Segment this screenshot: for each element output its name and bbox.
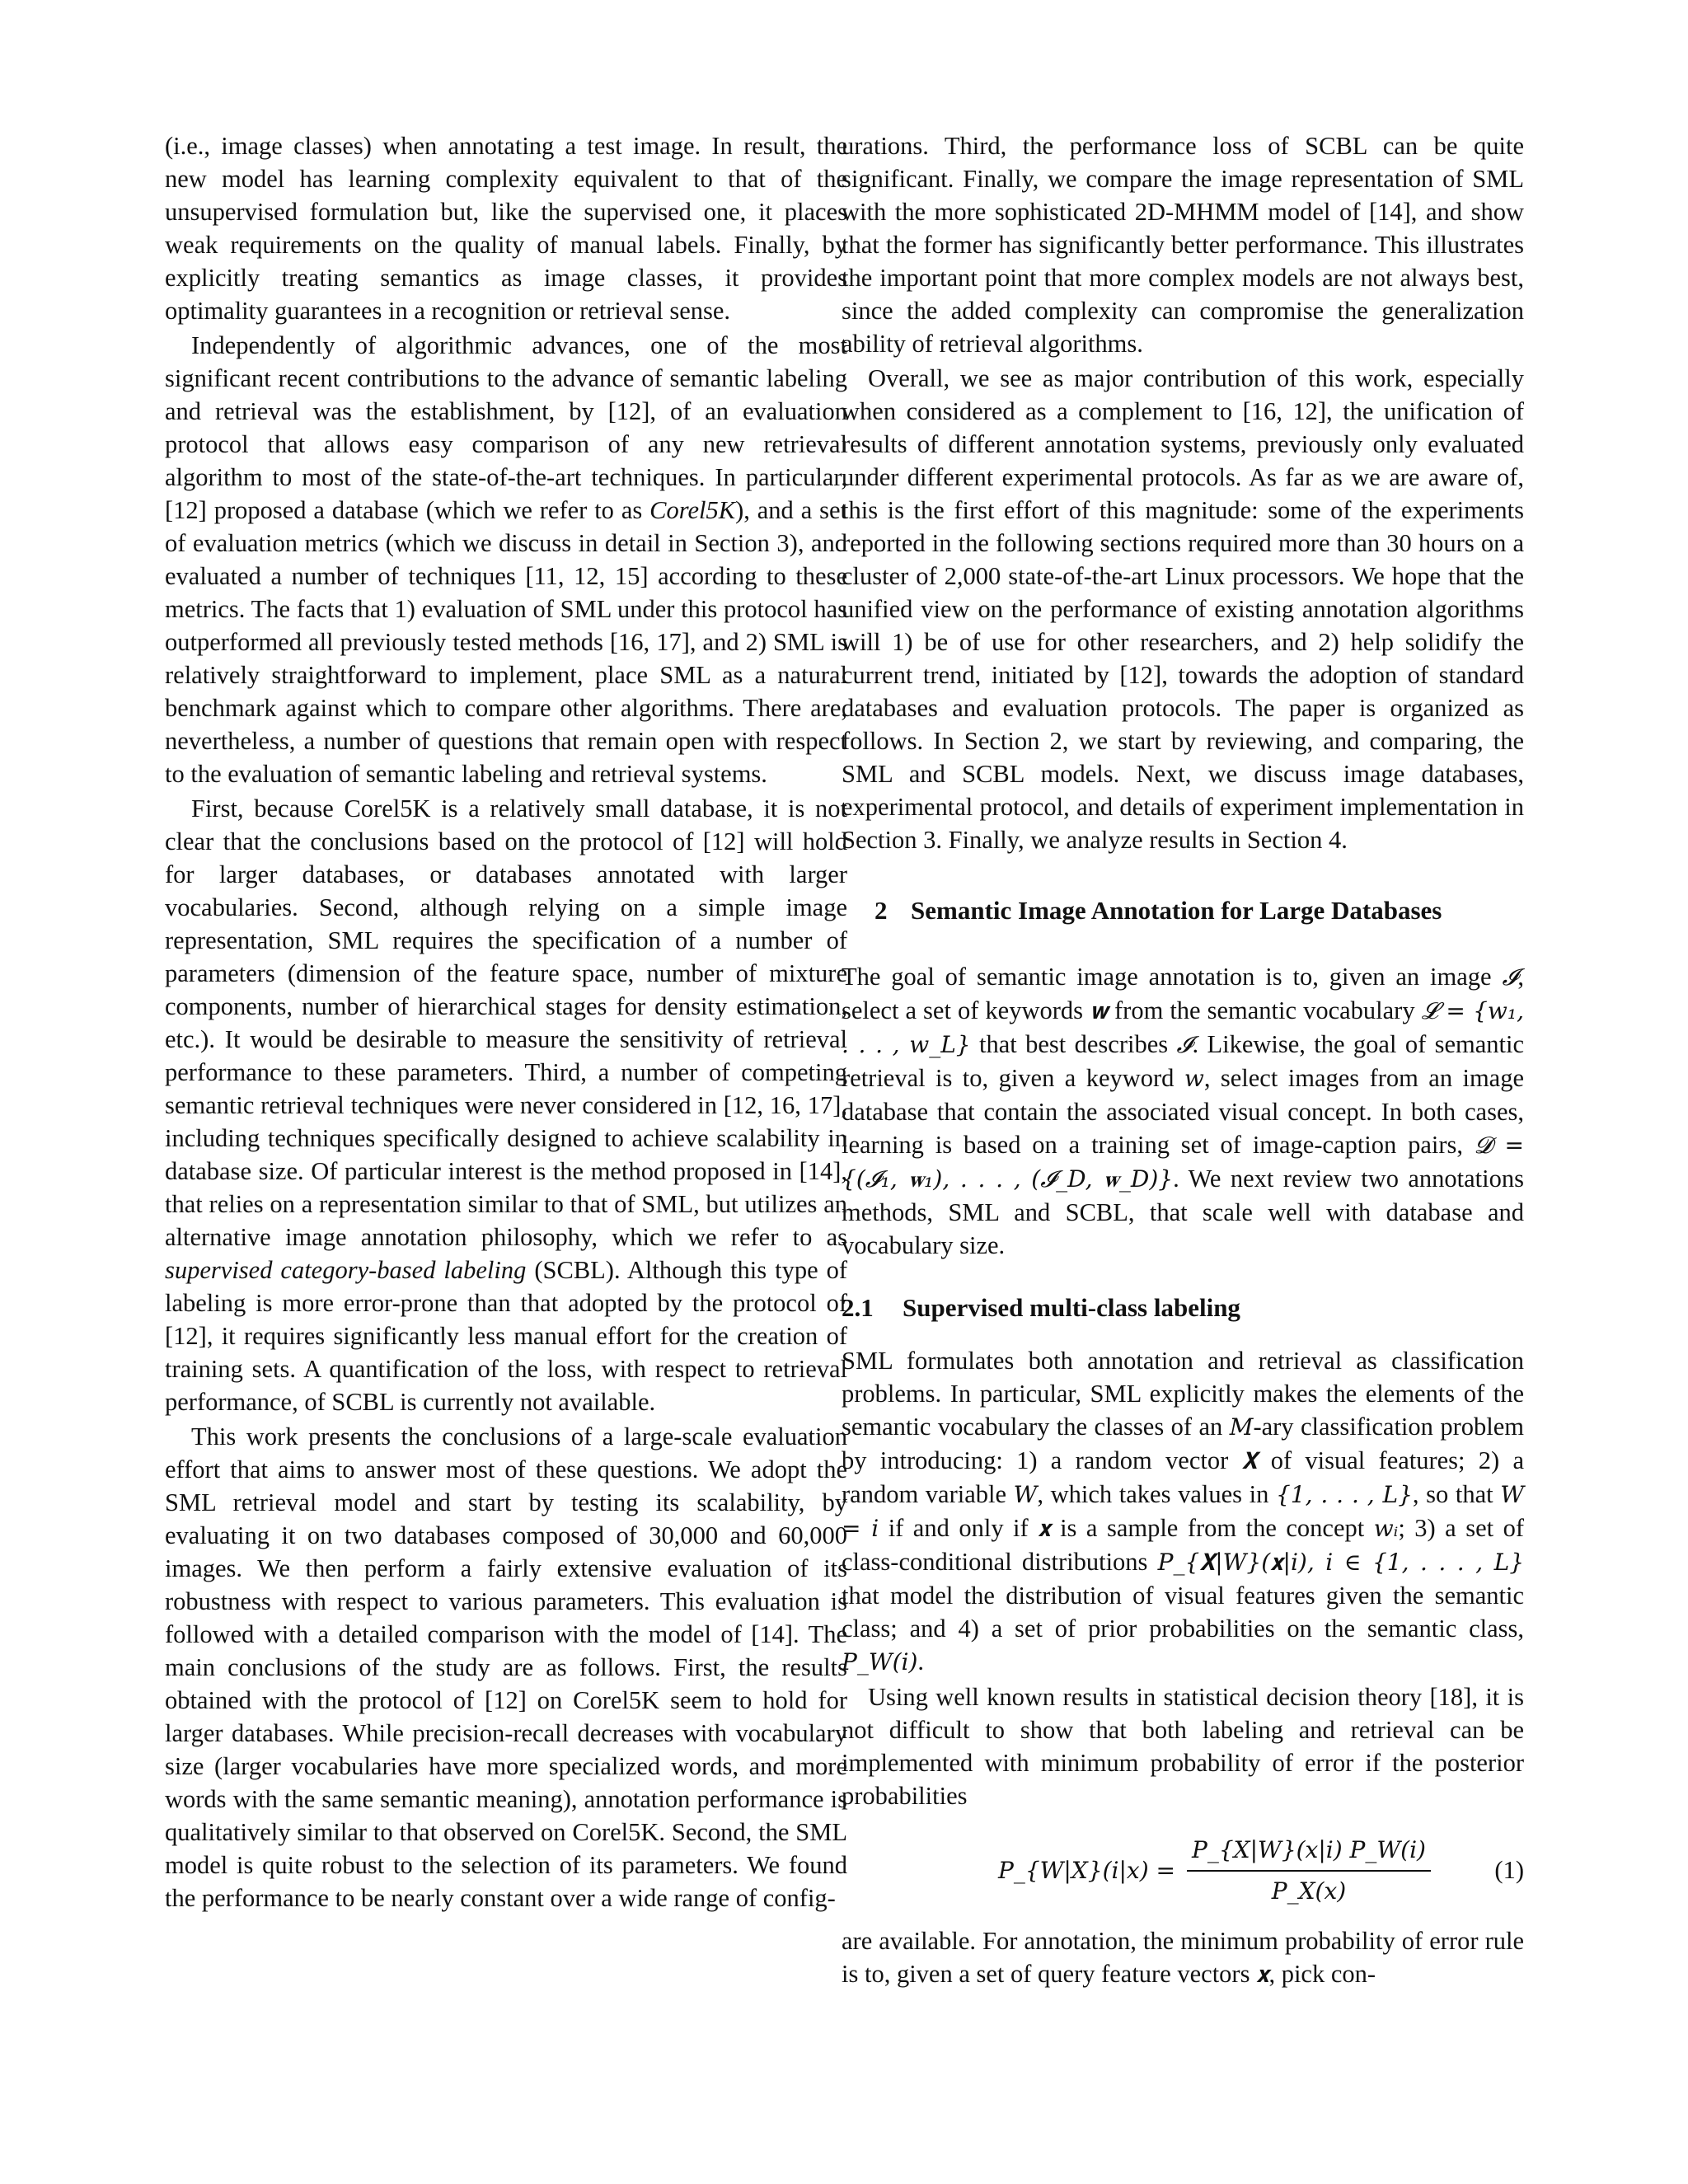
paragraph-text: that model the distribution of visual features given the semantic class; and 4) a set of prior probabilities on the semantic class, [842, 1582, 1524, 1643]
paragraph [842, 1924, 1524, 1991]
paragraph-text: from the semantic vocabulary [1114, 996, 1415, 1024]
equation-body [998, 1834, 1431, 1908]
paragraph-text: , which takes values in [1037, 1480, 1269, 1508]
math-symbol: 𝓘 [1176, 1031, 1193, 1058]
math-symbol: wᵢ [1373, 1515, 1399, 1542]
math-symbol: 𝐗 [1241, 1447, 1258, 1474]
math-symbol: P_{𝐗|W}(𝐱|i), i ∈ {1, . . . , L} [1157, 1549, 1525, 1576]
emphasis-scbl: supervised category-based labeling [165, 1256, 527, 1284]
paragraph: Overall, we see as major contribution of this work, especially when considered as a complement to [16, 12], the unification of results of different annotation systems, previously only evaluated under different experimental protocols. As far as we are aware of, this is the first effort of this magnitude: some of the experiments reported in the following sections required more than 30 hours on a cluster of 2,000 state-of-the-art Linux processors. We hope that the unified view on the performance of existing annotation algorithms will 1) be of use for other researchers, and 2) help solidify the current trend, initiated by [12], towards the adoption of standard databases and evaluation protocols. The paper is organized as follows. In Section 2, we start by reviewing, and comparing, the SML and SCBL models. Next, we discuss image databases, experimental protocol, and details of experiment implementation in Section 3. Finally, we analyze results in Section 4. [842, 364, 1524, 854]
paragraph-text: The goal of semantic image annotation is to, given an image [842, 963, 1492, 991]
subsection-heading [842, 1291, 1524, 1324]
paragraph: urations. Third, the performance loss of SCBL can be quite significant. Finally, we compare the image representation of SML with the more sophisticated 2D-MHMM model of [14], and show that the former has significantly better performance. This illustrates the important point that more complex models are not always best, since the added complexity can compromise the generalization ability of retrieval algorithms. [842, 132, 1524, 358]
section-heading [842, 894, 1524, 927]
paragraph-text: are available. For annotation, the minimum probability of error rule is to, given a set of query feature vectors [842, 1927, 1524, 1988]
emphasis-corel5k: Corel5K [649, 496, 736, 524]
paragraph-text: if and only if [888, 1514, 1029, 1542]
math-symbol: {1, . . . , L} [1275, 1481, 1413, 1508]
paragraph: Using well known results in statistical decision theory [18], it is not difficult to show that both labeling and retrieval can be implemented with minimum probability of error if the posterior probabilities [842, 1683, 1524, 1810]
paragraph-text: that best describes [979, 1030, 1169, 1058]
paragraph-text: -ary classification problem by introducing: 1) a random vector [842, 1413, 1524, 1474]
math-symbol: 𝐰 [1090, 997, 1108, 1024]
paragraph [842, 1344, 1524, 1679]
equation-number: (1) [1494, 1856, 1524, 1884]
equation-fraction [1187, 1834, 1431, 1908]
math-symbol: P_W(i) [842, 1648, 918, 1675]
paragraph-text: . We next review two annotations methods, SML and SCBL, that scale well with database and vocabulary size. [842, 1165, 1524, 1259]
paragraph-text: , so that [1412, 1480, 1493, 1508]
paragraph: This work presents the conclusions of a large-scale evaluation effort that aims to answer most of these questions. We adopt the SML retrieval model and start by testing its scalability, by evaluating it on two databases composed of 30,000 and 60,000 images. We then perform a fairly extensive evaluation of its robustness with respect to various parameters. This evaluation is followed with a detailed comparison with the model of [14]. The main conclusions of the study are as follows. First, the results obtained with the protocol of [12] on Corel5K seem to hold for larger databases. While precision-recall decreases with vocabulary size (larger vocabularies have more specialized words, and more words with the same semantic meaning), annotation performance is qualitatively similar to that observed on Corel5K. Second, the SML model is quite robust to the selection of its parameters. We found the performance to be nearly constant over a wide range of config- [165, 1422, 847, 1912]
math-symbol: 𝓓 = {(𝓘₁, 𝐰₁), . . . , (𝓘_D, 𝐰_D)} [842, 1132, 1524, 1193]
paragraph-text: , select images from an image database that contain the associated visual concept. In both cases, learning is based on a training set of image-caption pairs, [842, 1064, 1525, 1159]
paragraph-text: , pick con- [1268, 1960, 1376, 1988]
math-symbol: 𝓛 = {w₁, . . . , w_L} [842, 997, 1525, 1058]
math-symbol: 𝐱 [1256, 1961, 1269, 1988]
paragraph-text: of visual features; 2) a random variable [842, 1446, 1525, 1508]
paragraph [165, 329, 847, 790]
paragraph-text: (SCBL). Although this type of labeling is more error-prone than that adopted by the protocol of [12], it requires significantly less manual effort for the creation of training sets. A quantification of the loss, with respect to retrieval performance, of SCBL is currently not available. [165, 1256, 848, 1416]
paragraph: (i.e., image classes) when annotating a test image. In result, the new model has learning complexity equivalent to that of the unsupervised formulation but, like the supervised one, it places weak requirements on the quality of manual labels. Finally, by explicitly treating semantics as image classes, it provides optimality guarantees in a recognition or retrieval sense. [165, 132, 847, 325]
paragraph-text: ; 3) a set of class-conditional distributions [842, 1514, 1524, 1576]
math-symbol: W [1013, 1481, 1038, 1508]
math-symbol: w [1184, 1065, 1204, 1092]
subsection-number: 2.1 [842, 1293, 874, 1322]
equation-1 [842, 1830, 1524, 1910]
math-symbol: W = i [842, 1481, 1525, 1542]
paragraph [842, 960, 1524, 1262]
paragraph-text: . Likewise, the goal of semantic retrieval is to, given a keyword [842, 1030, 1525, 1092]
equation-numerator: P_{X|W}(x|i) P_W(i) [1187, 1834, 1431, 1872]
equation-denominator: P_X(x) [1271, 1877, 1347, 1905]
paragraph-text: ), and a set of evaluation metrics (which we discuss in detail in Section 3), and evaluated a number of techniques [11, 12, 15] according to these metrics. The facts that 1) evaluation of SML under this protocol has outperformed all previously tested methods [16, 17], and 2) SML is relatively straightforward to implement, place SML as a natural benchmark against which to compare other algorithms. There are, nevertheless, a number of questions that remain open with respect to the evaluation of semantic labeling and retrieval systems. [165, 496, 848, 788]
math-symbol: 𝐱 [1038, 1515, 1051, 1542]
equation-lhs: P_{W|X}(i|x) = [998, 1857, 1176, 1884]
paragraph [165, 792, 847, 1418]
subsection-title: Supervised multi-class labeling [903, 1293, 1240, 1322]
section-title: Semantic Image Annotation for Large Databases [911, 896, 1442, 925]
paragraph-text: , select a set of keywords [842, 963, 1525, 1024]
section-number: 2 [874, 896, 888, 925]
paragraph-text: . [917, 1647, 925, 1675]
right-column [842, 129, 1524, 1991]
paragraph-text: SML formulates both annotation and retrieval as classification problems. In particular, SML explicitly makes the elements of the semantic vocabulary the classes of an [842, 1347, 1524, 1441]
paragraph-text: First, because Corel5K is a relatively small database, it is not clear that the conclusions based on the protocol of [12] will hold for larger databases, or databases annotated with larger vocabularies. Second, although relying on a simple image representation, SML requires the specification of a number of parameters (dimension of the feature space, number of mixture components, number of hierarchical stages for density estimation, etc.). It would be desirable to measure the sensitivity of retrieval performance to these parameters. Third, a number of competing semantic retrieval techniques were never considered in [12, 16, 17], including techniques specifically designed to achieve scalability in database size. Of particular interest is the method proposed in [14], that relies on a representation similar to that of SML, but utilizes an alternative image annotation philosophy, which we refer to as [165, 794, 847, 1251]
paragraph-text: Independently of algorithmic advances, one of the most significant recent contributions to the advance of semantic labeling and retrieval was the establishment, by [12], of an evaluation protocol that allows easy comparison of any new retrieval algorithm to most of the state-of-the-art techniques. In particular, [12] proposed a database (which we refer to as [165, 331, 847, 524]
left-column [165, 129, 847, 1915]
paragraph-text: is a sample from the concept [1060, 1514, 1365, 1542]
math-symbol: M [1229, 1413, 1254, 1441]
math-symbol: 𝓘 [1502, 963, 1518, 991]
